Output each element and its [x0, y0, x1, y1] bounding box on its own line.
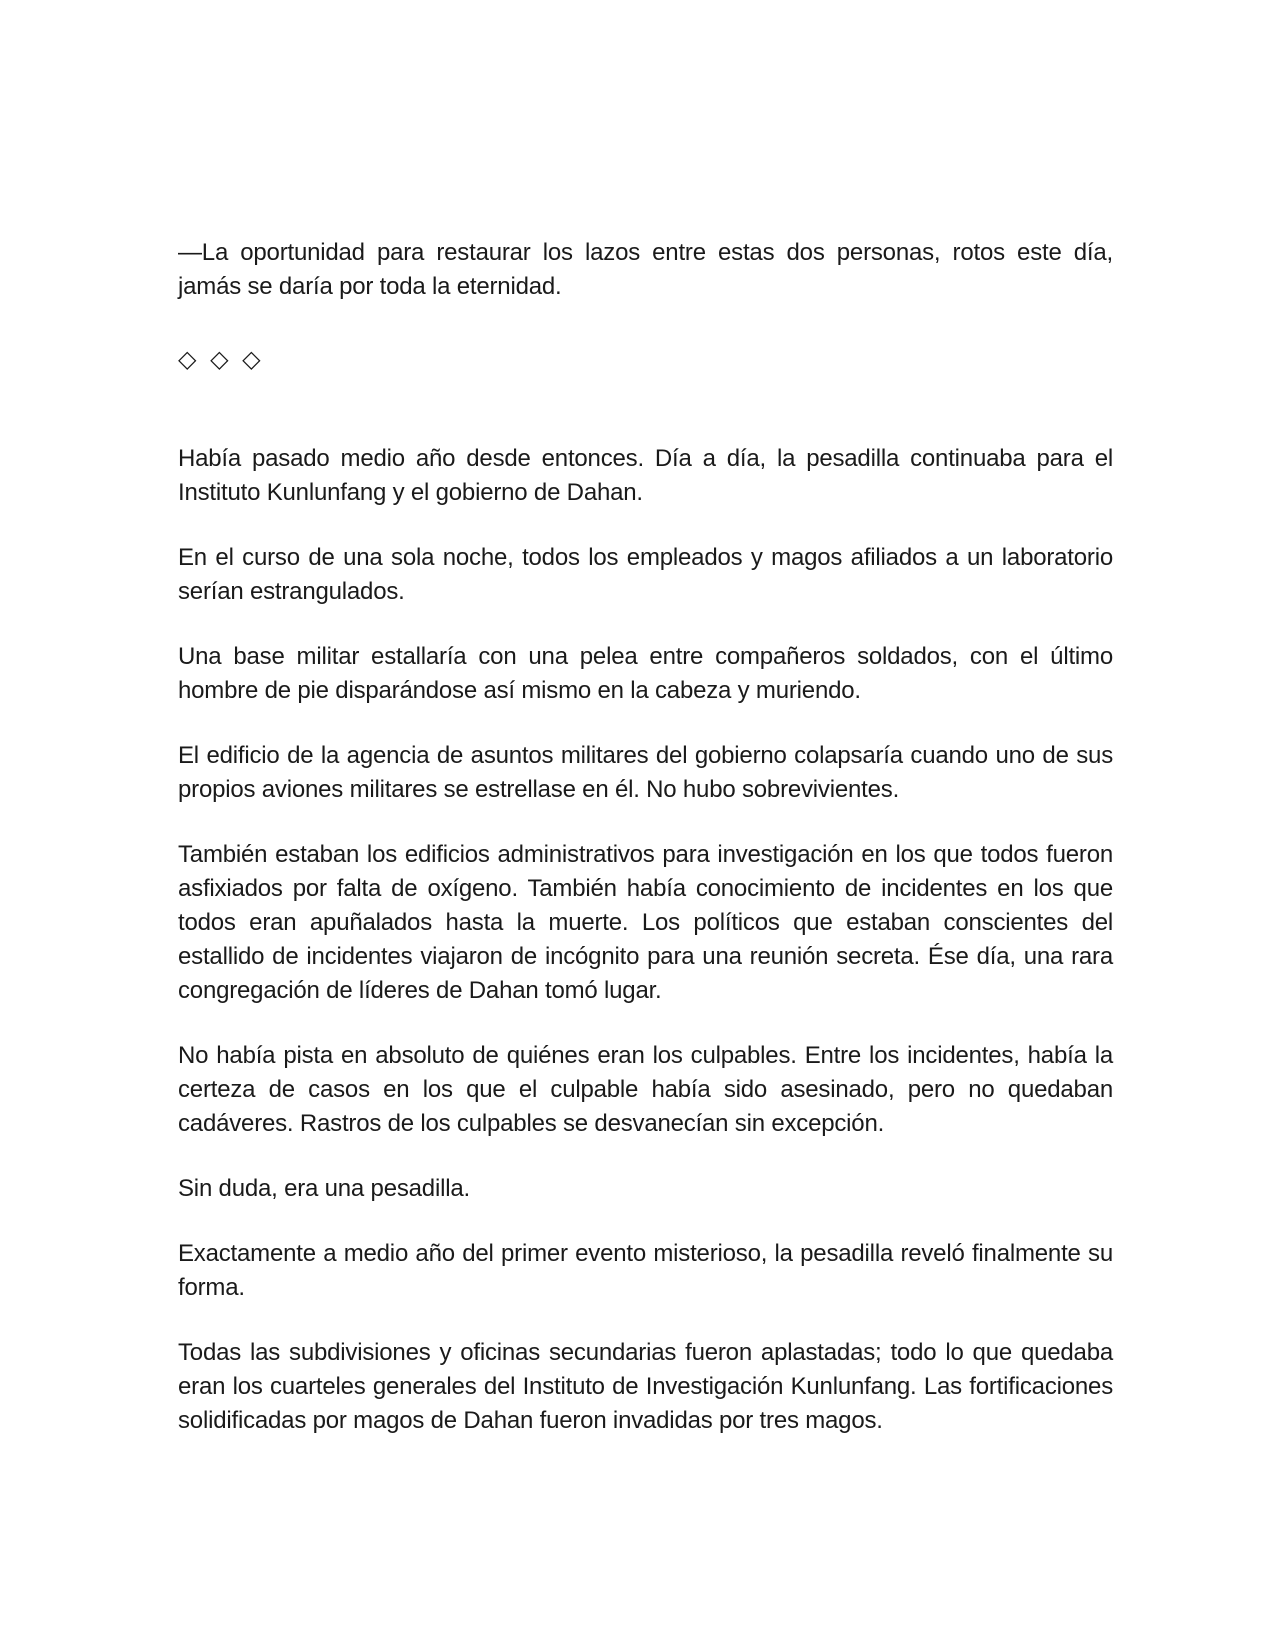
body-paragraph: Todas las subdivisiones y oficinas secundarias fueron aplastadas; todo lo que quedaba eran los cuarteles generales del Instituto de Investigación Kunlunfang. Las fortificaciones solidificadas por magos de Dahan fueron invadidas por tres magos.	[178, 1339, 1113, 1434]
body-paragraph: Exactamente a medio año del primer evento misterioso, la pesadilla reveló finalmente su forma.	[178, 1240, 1113, 1301]
body-paragraph: Había pasado medio año desde entonces. Día a día, la pesadilla continuaba para el Instituto Kunlunfang y el gobierno de Dahan.	[178, 445, 1113, 506]
body-paragraph: En el curso de una sola noche, todos los empleados y magos afiliados a un laboratorio serían estrangulados.	[178, 544, 1113, 605]
body-paragraph: El edificio de la agencia de asuntos militares del gobierno colapsaría cuando uno de sus propios aviones militares se estrellase en él. No hubo sobrevivientes.	[178, 742, 1113, 803]
body-paragraph: También estaban los edificios administrativos para investigación en los que todos fueron asfixiados por falta de oxígeno. También había conocimiento de incidentes en los que todos eran apuñalados hasta la muerte. Los políticos que estaban conscientes del estallido de incidentes viajaron de incógnito para una reunión secreta. Ése día, una rara congregación de líderes de Dahan tomó lugar.	[178, 841, 1113, 1004]
body-paragraph: Una base militar estallaría con una pelea entre compañeros soldados, con el último hombre de pie disparándose así mismo en la cabeza y muriendo.	[178, 643, 1113, 704]
scene-break-separator: ◇ ◇ ◇	[178, 345, 264, 373]
body-paragraph: No había pista en absoluto de quiénes eran los culpables. Entre los incidentes, había la certeza de casos en los que el culpable había sido asesinado, pero no quedaban cadáveres. Rastros de los culpables se desvanecían sin excepción.	[178, 1042, 1113, 1137]
body-paragraph: Sin duda, era una pesadilla.	[178, 1175, 470, 1202]
body-paragraph: —La oportunidad para restaurar los lazos entre estas dos personas, rotos este día, jamás se daría por toda la eternidad.	[178, 239, 1113, 300]
